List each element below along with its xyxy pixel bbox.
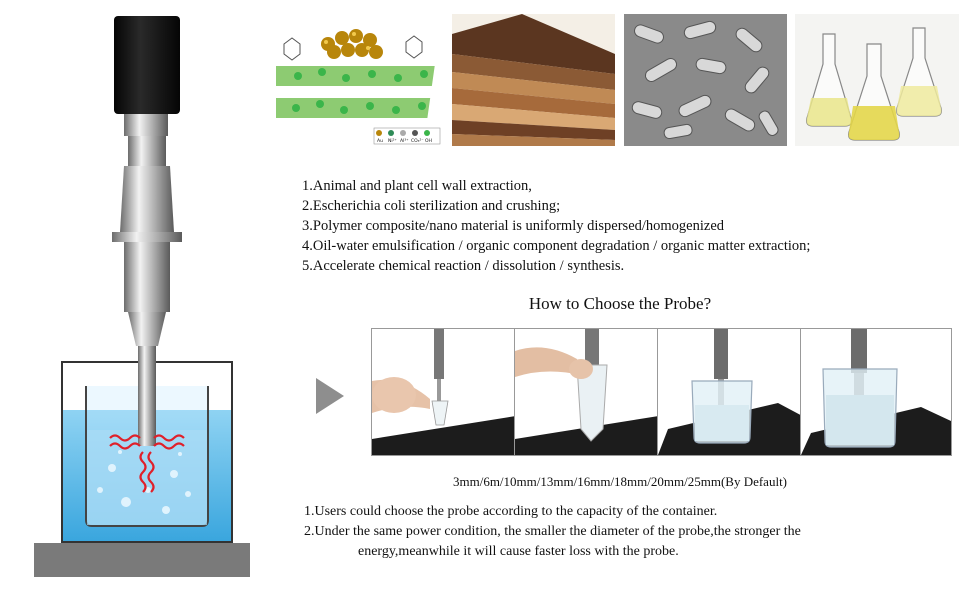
notes-list [304, 502, 944, 562]
section-title: How to Choose the Probe? [528, 294, 712, 313]
probe-step-photo-beaker [657, 328, 809, 456]
note-item: 2.Under the same power condition, the smaller the diameter of the probe,the stronger the [304, 524, 801, 539]
note-item-continuation: energy,meanwhile it will cause faster loss with the probe. [358, 544, 679, 559]
probe-step-photo-large-beaker [800, 328, 952, 456]
note-item: 1.Users could choose the probe according to the capacity of the container. [304, 504, 718, 519]
application-item: 2.Escherichia coli sterilization and crushing; [302, 198, 561, 214]
probe-illustration [0, 0, 300, 600]
application-item: 1.Animal and plant cell wall extraction, [302, 178, 532, 194]
probe-tip [138, 346, 156, 446]
flasks-photo [795, 14, 959, 146]
application-item: 3.Polymer composite/nano material is uniformly dispersed/homogenized [302, 218, 725, 234]
wood-veneer-photo [452, 14, 615, 146]
bacteria-micrograph-photo [624, 14, 787, 146]
legend-ni: Ni²⁺ [388, 139, 397, 144]
arrow-right-icon [316, 378, 344, 414]
legend-oh: OH [425, 139, 432, 144]
probe-sizes: 3mm/6m/10mm/13mm/16mm/18mm/20mm/25mm(By Default) [452, 474, 788, 489]
base-plate [34, 543, 250, 577]
legend-au: Au [377, 139, 383, 144]
applications-list [302, 176, 942, 276]
probe-step-photo-small [371, 328, 523, 456]
nanomaterial-photo [276, 14, 443, 146]
legend-co3: CO₃²⁻ [411, 139, 424, 144]
probe-cap [114, 16, 180, 114]
legend-al: Al³⁺ [400, 139, 409, 144]
application-item: 4.Oil-water emulsification / organic component degradation / organic matter extraction; [302, 238, 811, 254]
application-item: 5.Accelerate chemical reaction / dissolution / synthesis. [302, 258, 625, 274]
probe-step-photo-tube [514, 328, 666, 456]
